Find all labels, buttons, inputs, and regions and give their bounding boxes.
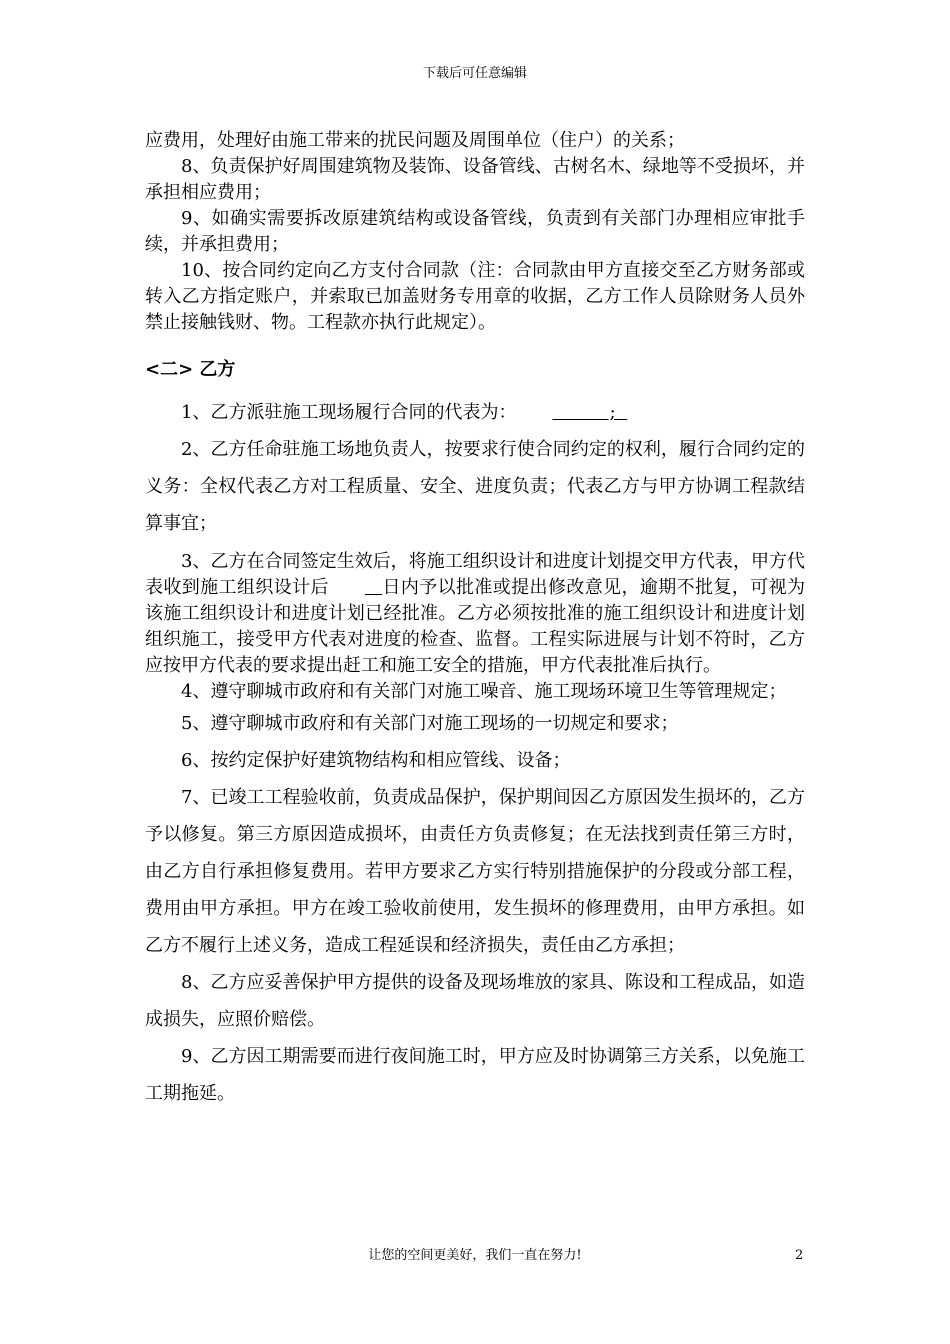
document-body bbox=[145, 128, 805, 1112]
paragraph-b-3-text-1: 3、乙方在合同签定生效后，将施工组织设计和进度计划提交甲方代表，甲方代表收到施工组织设计后 bbox=[145, 551, 805, 598]
paragraph-b-1-text: 1、乙方派驻施工现场履行合同的代表为： bbox=[181, 402, 517, 423]
paragraph-b-5: 5、遵守聊城市政府和有关部门对施工现场的一切规定和要求； bbox=[181, 713, 679, 734]
paragraph-b-8: 8、乙方应妥善保护甲方提供的设备及现场堆放的家具、陈设和工程成品，如造成损失，应照价赔偿。 bbox=[145, 972, 805, 1030]
paragraph-b-3-text-2: 日内予以批准或提出修改意见，逾期不批复，可视为该施工组织设计和进度计划已经批准。乙方必须按批准的施工组织设计和进度计划组织施工，接受甲方代表对进度的检查、监督。工程实际进展与计划不符时，乙方应按甲方代表的要求提出赶工和施工安全的措施，甲方代表批准后执行。 bbox=[145, 577, 806, 676]
page-footer: 让您的空间更美好，我们一直在努力! bbox=[368, 1248, 582, 1263]
paragraph-a-10: 10、按合同约定向乙方支付合同款（注：合同款由甲方直接交至乙方财务部或转入乙方指定账户，并索取已加盖财务专用章的收据，乙方工作人员除财务人员外禁止接触钱财、物。工程款亦执行此规定）。 bbox=[145, 260, 805, 333]
section-b-heading: <二> 乙方 bbox=[145, 359, 236, 380]
paragraph-b-2: 2、乙方任命驻施工场地负责人，按要求行使合同约定的权利，履行合同约定的义务：全权代表乙方对工程质量、安全、进度负责；代表乙方与甲方协调工程款结算事宜； bbox=[145, 439, 805, 534]
paragraph-a-9: 9、如确实需要拆改原建筑结构或设备管线，负责到有关部门办理相应审批手续，并承担费用； bbox=[145, 208, 805, 255]
paragraph-b-4: 4、遵守聊城市政府和有关部门对施工噪音、施工现场环境卫生等管理规定； bbox=[181, 681, 787, 702]
days-blank bbox=[329, 575, 382, 601]
paragraph-b-6: 6、按约定保护好建筑物结构和相应管线、设备； bbox=[181, 750, 571, 771]
paragraph-b-1 bbox=[145, 394, 805, 431]
paragraph-b-3 bbox=[145, 549, 805, 679]
representative-blank: ; bbox=[552, 402, 628, 423]
paragraph-a-8: 8、负责保护好周围建筑物及装饰、设备管线、古树名木、绿地等不受损坏，并承担相应费用； bbox=[145, 156, 805, 203]
page-number: 2 bbox=[795, 1248, 804, 1263]
paragraph-b-7: 7、已竣工工程验收前，负责成品保护，保护期间因乙方原因发生损坏的，乙方予以修复。第三方原因造成损坏，由责任方负责修复；在无法找到责任第三方时，由乙方自行承担修复费用。若甲方要求乙方实行特别措施保护的分段或分部工程，费用由甲方承担。甲方在竣工验收前使用，发生损坏的修理费用，由甲方承担。如乙方不履行上述义务，造成工程延误和经济损失，责任由乙方承担； bbox=[145, 787, 805, 956]
paragraph-a-continuation: 应费用，处理好由施工带来的扰民问题及周围单位（住户）的关系； bbox=[145, 130, 685, 151]
paragraph-b-9: 9、乙方因工期需要而进行夜间施工时，甲方应及时协调第三方关系，以免施工工期拖延。 bbox=[145, 1046, 805, 1104]
page-header: 下载后可任意编辑 bbox=[422, 66, 527, 81]
